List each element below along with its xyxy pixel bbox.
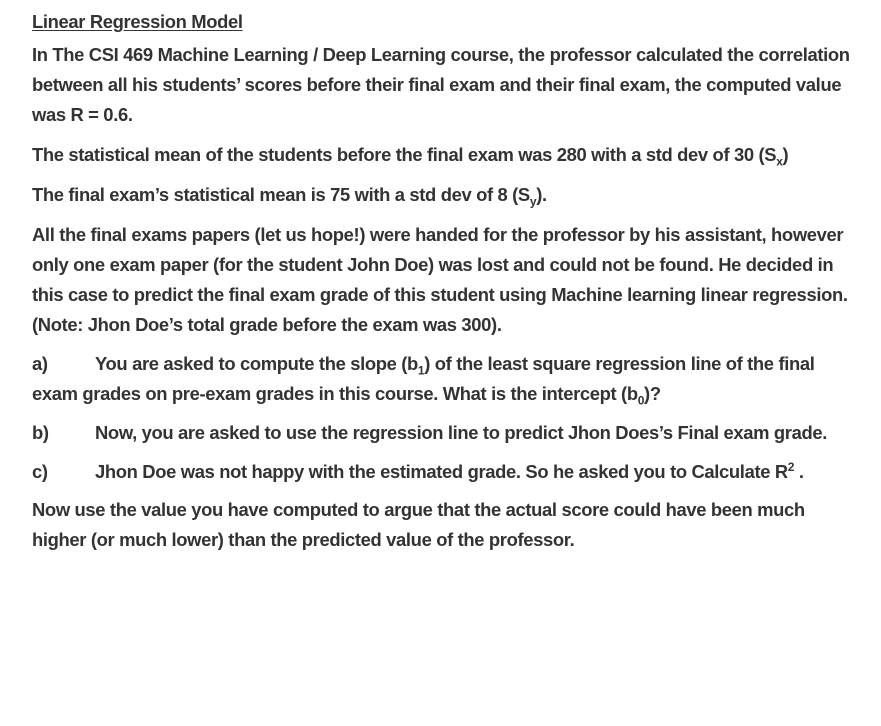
question-c-closing: . [794, 461, 804, 482]
question-a-label: a) [32, 353, 48, 374]
question-a-subscript-0: 0 [637, 393, 645, 408]
question-a-subscript-1: 1 [417, 363, 425, 378]
question-a-text-1: You are asked to compute the slope (b [95, 353, 418, 374]
pre-exam-paragraph [32, 140, 862, 170]
question-a-text-3: )? [644, 383, 661, 404]
question-c [32, 457, 862, 487]
question-c-label: c) [32, 461, 48, 482]
pre-exam-text: The statistical mean of the students before the final exam was 280 with a std dev of 30 (S [32, 144, 777, 165]
conclusion-paragraph: Now use the value you have computed to argue that the actual score could have been much higher (or much lower) than the predicted value of the professor. [32, 499, 805, 550]
final-exam-paragraph [32, 180, 862, 210]
document-title: Linear Regression Model [32, 11, 243, 32]
intro-paragraph: In The CSI 469 Machine Learning / Deep Learning course, the professor calculated the correlation between all his students’ scores before their final exam and their final exam, the computed value was R = 0.6. [32, 44, 850, 125]
scenario-paragraph: All the final exams papers (let us hope!) were handed for the professor by his assistant, however only one exam paper (for the student John Doe) was lost and could not be found. He decided in this case to predict the final exam grade of this student using Machine learning linear regression. (Note: Jhon Doe’s total grade before the exam was 300). [32, 224, 848, 335]
question-b-label: b) [32, 422, 49, 443]
question-a-text-2: ) of the least square regression line of the final exam grades on pre-exam grades in this course. What is the intercept (b [32, 353, 815, 404]
question-c-text: Jhon Doe was not happy with the estimated grade. So he asked you to Calculate R [95, 461, 788, 482]
question-b [32, 418, 862, 448]
question-b-text: Now, you are asked to use the regression line to predict Jhon Does’s Final exam grade. [95, 422, 827, 443]
pre-exam-closing: ) [782, 144, 789, 165]
document-body [32, 7, 862, 555]
final-exam-closing: ). [536, 184, 547, 205]
final-exam-subscript: y [529, 194, 537, 209]
pre-exam-subscript: x [776, 154, 783, 169]
final-exam-text: The final exam’s statistical mean is 75 with a std dev of 8 (S [32, 184, 530, 205]
question-c-superscript: 2 [787, 459, 795, 474]
question-a [32, 349, 862, 409]
